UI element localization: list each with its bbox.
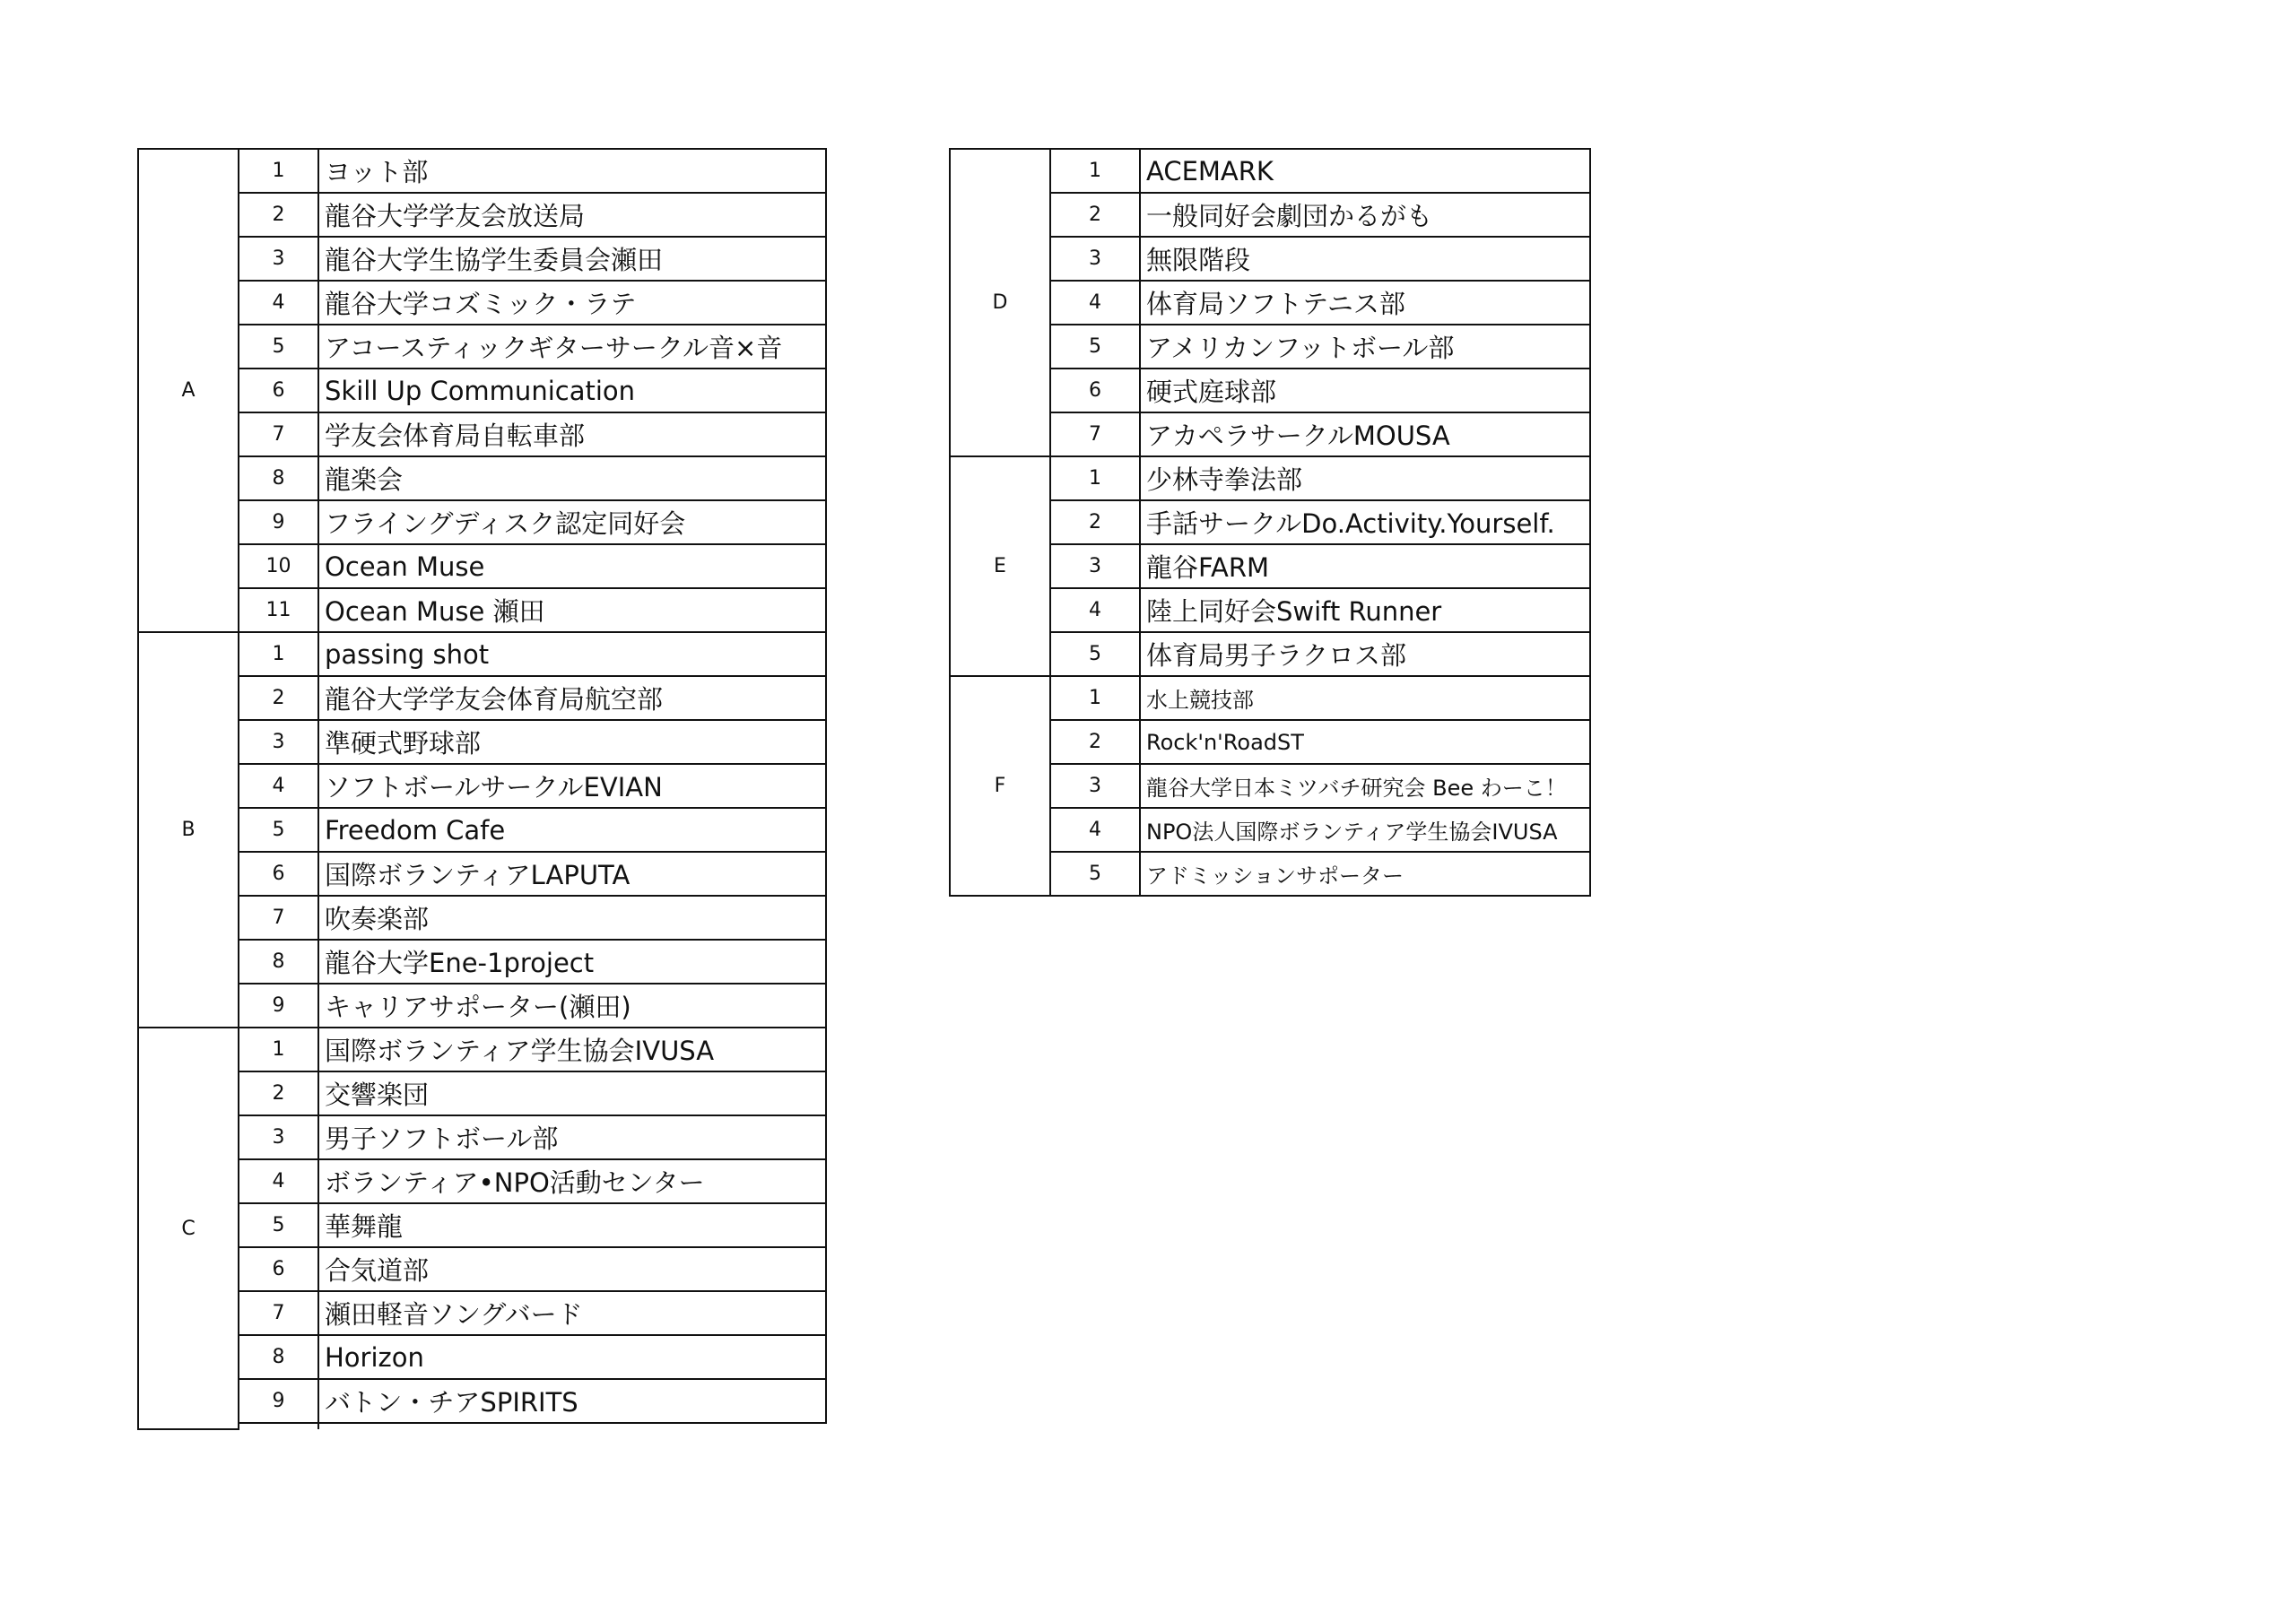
table-row <box>950 676 1590 720</box>
row-number: 5 <box>1050 325 1140 369</box>
group-label: F <box>950 676 1050 896</box>
organization-name: アカペラサークルMOUSA <box>1140 412 1590 456</box>
organization-name: Rock'n'RoadST <box>1140 720 1590 764</box>
row-number: 3 <box>239 1115 318 1159</box>
row-number: 8 <box>239 456 318 500</box>
row-number: 5 <box>239 808 318 852</box>
table-row <box>138 676 826 720</box>
row-number: 7 <box>239 896 318 940</box>
organization-name: 水上競技部 <box>1140 676 1590 720</box>
row-number: 2 <box>1050 720 1140 764</box>
group-label: C <box>138 1028 239 1429</box>
row-number: 5 <box>239 1203 318 1247</box>
row-number: 1 <box>239 149 318 193</box>
table-row <box>138 1203 826 1247</box>
organization-name: キャリアサポーター(瀬田) <box>318 984 826 1028</box>
row-number: 4 <box>239 764 318 808</box>
group-label: A <box>138 149 239 632</box>
table-row <box>138 1335 826 1379</box>
table-row <box>138 237 826 281</box>
organization-name: 龍谷大学学友会体育局航空部 <box>318 676 826 720</box>
organization-name: ヨット部 <box>318 149 826 193</box>
organization-name: Horizon <box>318 1335 826 1379</box>
organization-name: 体育局男子ラクロス部 <box>1140 632 1590 676</box>
organization-name: Freedom Cafe <box>318 808 826 852</box>
organization-name: Ocean Muse 瀬田 <box>318 588 826 632</box>
organization-name: バトン・チアSPIRITS <box>318 1379 826 1423</box>
row-number: 1 <box>1050 149 1140 193</box>
table-row <box>138 325 826 369</box>
table-row <box>138 500 826 544</box>
organization-name: 体育局ソフトテニス部 <box>1140 281 1590 325</box>
organization-name: 少林寺拳法部 <box>1140 456 1590 500</box>
table-row <box>138 1247 826 1291</box>
table-row <box>138 588 826 632</box>
organization-name: 龍谷大学生協学生委員会瀬田 <box>318 237 826 281</box>
group-label: D <box>950 149 1050 456</box>
organization-name: 龍谷大学Ene-1project <box>318 940 826 984</box>
row-number: 8 <box>239 1335 318 1379</box>
row-number: 6 <box>239 1247 318 1291</box>
table-row <box>138 984 826 1028</box>
group-label: B <box>138 632 239 1028</box>
organization-name: ボランティア•NPO活動センター <box>318 1159 826 1203</box>
organization-name: 一般同好会劇団かるがも <box>1140 193 1590 237</box>
row-number: 4 <box>1050 281 1140 325</box>
group-roster-table-left <box>137 148 827 1430</box>
organization-name: 学友会体育局自転車部 <box>318 412 826 456</box>
table-row <box>138 720 826 764</box>
table-row <box>138 544 826 588</box>
organization-name: 手話サークルDo.Activity.Yourself. <box>1140 500 1590 544</box>
organization-name: 龍谷大学学友会放送局 <box>318 193 826 237</box>
organization-name: 華舞龍 <box>318 1203 826 1247</box>
organization-name: アメリカンフットボール部 <box>1140 325 1590 369</box>
organization-name: 龍谷大学日本ミツバチ研究会 Bee わーこ！ <box>1140 764 1590 808</box>
row-number: 3 <box>1050 544 1140 588</box>
table-row <box>138 1291 826 1335</box>
row-number: 1 <box>1050 456 1140 500</box>
row-number: 6 <box>239 369 318 412</box>
cut-off-blank <box>318 1423 826 1429</box>
group-label: E <box>950 456 1050 676</box>
table-row <box>138 193 826 237</box>
row-number: 5 <box>1050 852 1140 896</box>
row-number: 10 <box>239 544 318 588</box>
organization-name: 硬式庭球部 <box>1140 369 1590 412</box>
table-row <box>138 281 826 325</box>
table-row <box>138 1159 826 1203</box>
row-number: 1 <box>239 632 318 676</box>
table-row <box>950 456 1590 500</box>
roster-body-right <box>950 149 1590 896</box>
table-row <box>138 149 826 193</box>
organization-name: 龍谷FARM <box>1140 544 1590 588</box>
table-row <box>138 412 826 456</box>
organization-name: 瀬田軽音ソングバード <box>318 1291 826 1335</box>
organization-name: 男子ソフトボール部 <box>318 1115 826 1159</box>
row-number: 3 <box>1050 764 1140 808</box>
table-row <box>138 764 826 808</box>
row-number: 4 <box>239 281 318 325</box>
organization-name: Ocean Muse <box>318 544 826 588</box>
row-number: 11 <box>239 588 318 632</box>
row-number: 2 <box>1050 193 1140 237</box>
table-row <box>138 896 826 940</box>
row-number: 6 <box>239 852 318 896</box>
organization-name: 龍楽会 <box>318 456 826 500</box>
organization-name: 準硬式野球部 <box>318 720 826 764</box>
row-number: 4 <box>1050 588 1140 632</box>
cut-off-number-cell <box>239 1423 318 1429</box>
organization-name: アコースティックギターサークル音×音 <box>318 325 826 369</box>
organization-name: 交響楽団 <box>318 1071 826 1115</box>
row-number: 7 <box>239 1291 318 1335</box>
table-row <box>138 940 826 984</box>
organization-name: 合気道部 <box>318 1247 826 1291</box>
row-number: 3 <box>239 720 318 764</box>
row-number: 9 <box>239 1379 318 1423</box>
organization-name: 国際ボランティアLAPUTA <box>318 852 826 896</box>
row-number: 4 <box>1050 808 1140 852</box>
row-number: 9 <box>239 500 318 544</box>
roster-body-left <box>138 149 826 1429</box>
table-row <box>138 852 826 896</box>
organization-name: フライングディスク認定同好会 <box>318 500 826 544</box>
organization-name: 無限階段 <box>1140 237 1590 281</box>
organization-name: Skill Up Communication <box>318 369 826 412</box>
organization-name: アドミッションサポーター <box>1140 852 1590 896</box>
table-row <box>138 456 826 500</box>
row-number: 1 <box>1050 676 1140 720</box>
organization-name: NPO法人国際ボランティア学生協会IVUSA <box>1140 808 1590 852</box>
row-number: 3 <box>1050 237 1140 281</box>
row-number: 2 <box>239 1071 318 1115</box>
cut-off-row <box>138 1423 826 1429</box>
organization-name: 国際ボランティア学生協会IVUSA <box>318 1028 826 1071</box>
row-number: 4 <box>239 1159 318 1203</box>
organization-name: ソフトボールサークルEVIAN <box>318 764 826 808</box>
table-row <box>138 808 826 852</box>
row-number: 7 <box>239 412 318 456</box>
organization-name: 吹奏楽部 <box>318 896 826 940</box>
row-number: 8 <box>239 940 318 984</box>
organization-name: 陸上同好会Swift Runner <box>1140 588 1590 632</box>
table-row <box>138 1115 826 1159</box>
row-number: 2 <box>239 193 318 237</box>
table-row <box>138 1379 826 1423</box>
row-number: 7 <box>1050 412 1140 456</box>
row-number: 5 <box>1050 632 1140 676</box>
table-row <box>950 149 1590 193</box>
row-number: 5 <box>239 325 318 369</box>
row-number: 2 <box>239 676 318 720</box>
table-row <box>138 1028 826 1071</box>
row-number: 1 <box>239 1028 318 1071</box>
organization-name: ACEMARK <box>1140 149 1590 193</box>
table-row <box>138 369 826 412</box>
row-number: 2 <box>1050 500 1140 544</box>
row-number: 6 <box>1050 369 1140 412</box>
organization-name: passing shot <box>318 632 826 676</box>
table-row <box>138 1071 826 1115</box>
organization-name: 龍谷大学コズミック・ラテ <box>318 281 826 325</box>
row-number: 9 <box>239 984 318 1028</box>
row-number: 3 <box>239 237 318 281</box>
table-row <box>138 632 826 676</box>
group-roster-table-right <box>949 148 1591 897</box>
